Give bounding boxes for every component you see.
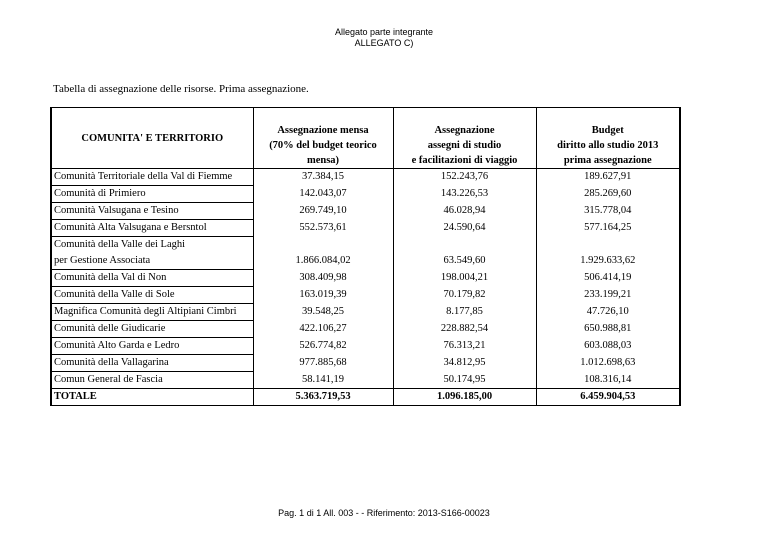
cell-budget: 1.012.698,63	[536, 355, 680, 372]
column-header-budget	[536, 108, 680, 169]
cell-assegni: 198.004,21	[393, 270, 536, 287]
cell-mensa	[253, 237, 393, 254]
table-row	[51, 372, 680, 389]
column-header-mensa	[253, 108, 393, 169]
cell-assegni: 76.313,21	[393, 338, 536, 355]
table-row	[51, 321, 680, 338]
row-name: Comunità della Valle dei Laghi	[51, 237, 253, 254]
table-row	[51, 169, 680, 186]
column-header-budget-line-2: diritto allo studio 2013	[557, 140, 659, 151]
cell-mensa: 308.409,98	[253, 270, 393, 287]
column-header-mensa-line-3: mensa)	[306, 155, 340, 166]
table-caption: Tabella di assegnazione delle risorse. Prima assegnazione.	[53, 83, 309, 95]
header-line-2: ALLEGATO C)	[354, 38, 414, 48]
cell-assegni: 24.590,64	[393, 220, 536, 237]
row-name: Comunità Alta Valsugana e Bersntol	[51, 220, 253, 237]
header-line-1: Allegato parte integrante	[334, 27, 434, 37]
row-name: Comun General de Fascia	[51, 372, 253, 389]
row-name: Comunità Alto Garda e Ledro	[51, 338, 253, 355]
column-header-territory	[51, 108, 253, 169]
row-name: Comunità Territoriale della Val di Fiemme	[51, 169, 253, 186]
cell-assegni	[393, 237, 536, 254]
cell-budget: 108.316,14	[536, 372, 680, 389]
table-row	[51, 253, 680, 270]
cell-mensa: 58.141,19	[253, 372, 393, 389]
column-header-assegni-line-3: e facilitazioni di viaggio	[411, 155, 518, 166]
cell-assegni: 70.179,82	[393, 287, 536, 304]
column-header-assegni	[393, 108, 536, 169]
cell-assegni: 46.028,94	[393, 203, 536, 220]
cell-budget: 650.988,81	[536, 321, 680, 338]
table-row	[51, 203, 680, 220]
cell-budget: 285.269,60	[536, 186, 680, 203]
cell-budget	[536, 237, 680, 254]
cell-assegni: 34.812,95	[393, 355, 536, 372]
row-name: Magnifica Comunità degli Altipiani Cimbri	[51, 304, 253, 321]
cell-assegni: 152.243,76	[393, 169, 536, 186]
column-header-assegni-line-1: Assegnazione	[434, 125, 495, 136]
table-total-row	[51, 389, 680, 406]
cell-assegni: 8.177,85	[393, 304, 536, 321]
cell-budget: 603.088,03	[536, 338, 680, 355]
cell-mensa: 552.573,61	[253, 220, 393, 237]
row-name: Comunità di Primiero	[51, 186, 253, 203]
cell-budget: 233.199,21	[536, 287, 680, 304]
page-footer: Pag. 1 di 1 All. 003 - - Riferimento: 2013-S166-00023	[278, 508, 490, 518]
cell-mensa: 1.866.084,02	[253, 253, 393, 270]
cell-budget: 189.627,91	[536, 169, 680, 186]
cell-assegni: 50.174,95	[393, 372, 536, 389]
total-assegni: 1.096.185,00	[393, 389, 536, 406]
cell-mensa: 526.774,82	[253, 338, 393, 355]
cell-mensa: 977.885,68	[253, 355, 393, 372]
column-header-budget-line-1: Budget	[591, 125, 624, 136]
column-header-mensa-line-1: Assegnazione mensa	[277, 125, 369, 136]
cell-assegni: 63.549,60	[393, 253, 536, 270]
table-row	[51, 287, 680, 304]
cell-assegni: 143.226,53	[393, 186, 536, 203]
total-label: TOTALE	[51, 389, 253, 406]
row-name: Comunità della Vallagarina	[51, 355, 253, 372]
table-header-row	[51, 108, 680, 169]
cell-mensa: 142.043,07	[253, 186, 393, 203]
column-header-territory-label: COMUNITA' E TERRITORIO	[81, 132, 224, 144]
table-row	[51, 304, 680, 321]
cell-budget: 506.414,19	[536, 270, 680, 287]
table-row	[51, 338, 680, 355]
column-header-mensa-line-2: (70% del budget teorico	[269, 140, 377, 151]
table-row	[51, 355, 680, 372]
row-name: Comunità Valsugana e Tesino	[51, 203, 253, 220]
table-row	[51, 270, 680, 287]
cell-mensa: 163.019,39	[253, 287, 393, 304]
row-name: Comunità della Val di Non	[51, 270, 253, 287]
allocation-table	[50, 107, 681, 406]
cell-mensa: 269.749,10	[253, 203, 393, 220]
cell-mensa: 39.548,25	[253, 304, 393, 321]
total-mensa: 5.363.719,53	[253, 389, 393, 406]
row-name: per Gestione Associata	[51, 253, 253, 270]
cell-assegni: 228.882,54	[393, 321, 536, 338]
cell-budget: 577.164,25	[536, 220, 680, 237]
cell-budget: 47.726,10	[536, 304, 680, 321]
cell-budget: 1.929.633,62	[536, 253, 680, 270]
cell-budget: 315.778,04	[536, 203, 680, 220]
cell-mensa: 37.384,15	[253, 169, 393, 186]
row-name: Comunità della Valle di Sole	[51, 287, 253, 304]
table-row	[51, 237, 680, 254]
column-header-assegni-line-2: assegni di studio	[427, 140, 502, 151]
cell-mensa: 422.106,27	[253, 321, 393, 338]
total-budget: 6.459.904,53	[536, 389, 680, 406]
column-header-budget-line-3: prima assegnazione	[563, 155, 652, 166]
table-row	[51, 220, 680, 237]
row-name: Comunità delle Giudicarie	[51, 321, 253, 338]
table-row	[51, 186, 680, 203]
